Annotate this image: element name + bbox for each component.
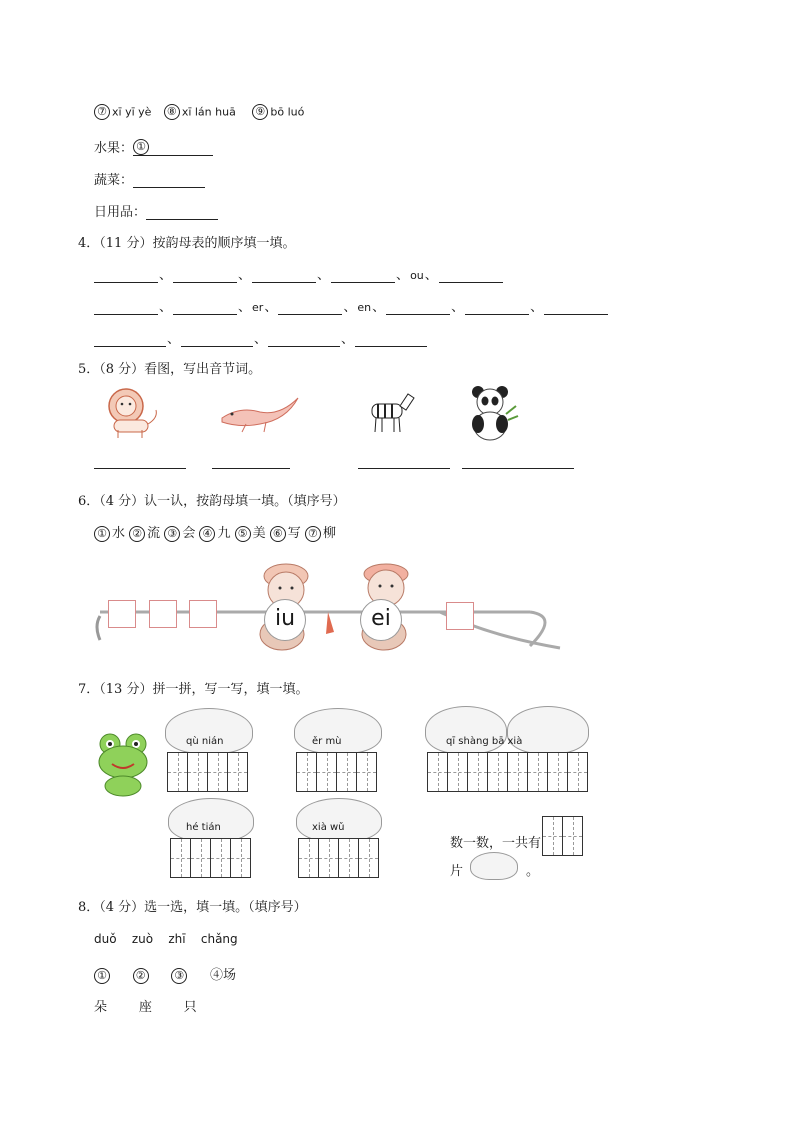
- q6-title: 6．（4 分）认一认，按韵母填一填。（填序号）: [78, 494, 346, 509]
- daily-label: 日用品：: [94, 205, 147, 220]
- pinyin-item: zhī: [168, 932, 186, 946]
- separator: 、: [396, 268, 410, 283]
- option-char: 会: [182, 526, 196, 541]
- q4-row-2: [94, 296, 608, 315]
- answer-box[interactable]: [189, 600, 217, 628]
- q5-title: 5．（8 分）看图，写出音节词。: [78, 362, 262, 377]
- answer-blank[interactable]: [386, 300, 450, 315]
- separator: 、: [254, 332, 268, 347]
- q5-blank-2[interactable]: [212, 454, 290, 469]
- answer-box[interactable]: [108, 600, 136, 628]
- pinyin-label: qī shàng bā xià: [446, 736, 523, 747]
- veg-answer-blank[interactable]: [133, 173, 205, 188]
- pinyin-item: chǎng: [200, 932, 238, 946]
- answer-blank[interactable]: [252, 268, 316, 283]
- answer-blank[interactable]: [465, 300, 529, 315]
- answer-blank[interactable]: [544, 300, 608, 315]
- writing-grid[interactable]: [427, 752, 588, 792]
- q8-pinyin-row: [94, 932, 238, 946]
- separator: 、: [238, 300, 252, 315]
- measure-char: 座: [138, 1000, 153, 1015]
- separator: 、: [238, 268, 252, 283]
- option-char: 写: [287, 526, 301, 541]
- answer-blank[interactable]: [94, 268, 158, 283]
- count-unit: 片: [450, 864, 464, 879]
- pinyin-label: hé tián: [186, 822, 221, 833]
- option-number: ②: [133, 968, 149, 984]
- option-number: ①: [94, 526, 110, 542]
- answer-blank[interactable]: [439, 268, 503, 283]
- veg-label: 蔬菜：: [94, 173, 134, 188]
- answer-blank[interactable]: [331, 268, 395, 283]
- pinyin-label: xià wǔ: [312, 822, 345, 833]
- option-number: ⑦: [305, 526, 321, 542]
- separator: 、: [159, 300, 173, 315]
- pinyin-item: zuò: [131, 932, 154, 946]
- option-number: ④: [199, 526, 215, 542]
- final-ei-bubble: ei: [360, 599, 402, 641]
- option-pinyin: xī yī yè: [112, 105, 152, 119]
- measure-char: 只: [183, 1000, 198, 1015]
- separator: 、: [343, 300, 357, 315]
- separator: 、: [264, 300, 278, 315]
- option-number-with-char: ④场: [210, 968, 237, 983]
- count-text: 数一数，一共有: [450, 836, 542, 851]
- answer-blank[interactable]: [94, 332, 166, 347]
- lotus-leaf-icon: [168, 798, 254, 842]
- separator: 、: [372, 300, 386, 315]
- fruit-answer-blank[interactable]: [133, 141, 213, 156]
- q5-blank-3[interactable]: [358, 454, 450, 469]
- panda-icon: [468, 384, 520, 442]
- lotus-leaf-icon: [296, 798, 382, 842]
- q4-row-3: [94, 328, 427, 347]
- q8-number-row: [94, 964, 236, 984]
- lotus-leaf-icon: [294, 708, 382, 754]
- q4-row-1: [94, 264, 503, 283]
- answer-blank[interactable]: [173, 268, 237, 283]
- option-pinyin: bō luó: [270, 105, 305, 119]
- daily-answer-blank[interactable]: [146, 205, 218, 220]
- lotus-leaf-icon: [470, 852, 518, 880]
- q6-options: [94, 522, 336, 542]
- answer-blank[interactable]: [278, 300, 342, 315]
- count-period: 。: [526, 864, 540, 879]
- fruit-label: 水果：: [94, 141, 134, 156]
- answer-box[interactable]: [149, 600, 177, 628]
- q5-blank-1[interactable]: [94, 454, 186, 469]
- answer-blank[interactable]: [181, 332, 253, 347]
- frog-icon: [94, 730, 154, 800]
- separator: 、: [167, 332, 181, 347]
- q3-options-line: [94, 104, 304, 120]
- daily-row: [94, 201, 218, 220]
- q8-title: 8．（4 分）选一选，填一填。（填序号）: [78, 900, 307, 915]
- veg-row: [94, 169, 205, 188]
- lion-icon: [100, 384, 162, 440]
- fruit-row: [94, 137, 213, 156]
- writing-grid[interactable]: [170, 838, 251, 878]
- separator: 、: [341, 332, 355, 347]
- separator: 、: [530, 300, 544, 315]
- lotus-leaf-icon: [165, 708, 253, 754]
- count-answer-grid[interactable]: [542, 816, 583, 856]
- option-pinyin: xī lán huā: [181, 105, 236, 119]
- answer-box[interactable]: [446, 602, 474, 630]
- given-final: er: [252, 301, 264, 314]
- given-final: en: [357, 301, 372, 314]
- measure-char: 朵: [94, 1000, 109, 1015]
- q8-char-row: [94, 996, 198, 1015]
- writing-grid[interactable]: [296, 752, 377, 792]
- crocodile-icon: [220, 392, 300, 434]
- writing-grid[interactable]: [298, 838, 379, 878]
- pinyin-item: duǒ: [94, 932, 117, 946]
- q7-title: 7．（13 分）拼一拼，写一写，填一填。: [78, 682, 309, 697]
- option-char: 流: [147, 526, 161, 541]
- final-iu-bubble: iu: [264, 599, 306, 641]
- option-number: ③: [171, 968, 187, 984]
- option-number: ③: [164, 526, 180, 542]
- answer-blank[interactable]: [94, 300, 158, 315]
- answer-blank[interactable]: [268, 332, 340, 347]
- separator: 、: [159, 268, 173, 283]
- answer-blank[interactable]: [173, 300, 237, 315]
- option-number: ⑥: [270, 526, 286, 542]
- pinyin-label: qù nián: [186, 736, 224, 747]
- pinyin-label: ěr mù: [312, 736, 342, 747]
- answer-blank[interactable]: [355, 332, 427, 347]
- option-char: 柳: [322, 526, 336, 541]
- q5-blank-4[interactable]: [462, 454, 574, 469]
- option-number: ⑤: [235, 526, 251, 542]
- separator: 、: [317, 268, 331, 283]
- option-char: 九: [217, 526, 231, 541]
- option-number: ②: [129, 526, 145, 542]
- option-char: 水: [112, 526, 126, 541]
- zebra-icon: [366, 390, 416, 434]
- q4-title: 4．（11 分）按韵母表的顺序填一填。: [78, 236, 296, 251]
- separator: 、: [451, 300, 465, 315]
- separator: 、: [424, 268, 438, 283]
- fruit-first-number: ①: [133, 139, 149, 155]
- option-char: 美: [252, 526, 266, 541]
- option-number: ①: [94, 968, 110, 984]
- option-number: ⑨: [252, 104, 268, 120]
- option-number: ⑧: [164, 104, 180, 120]
- given-final: ou: [410, 269, 424, 282]
- writing-grid[interactable]: [167, 752, 248, 792]
- option-number: ⑦: [94, 104, 110, 120]
